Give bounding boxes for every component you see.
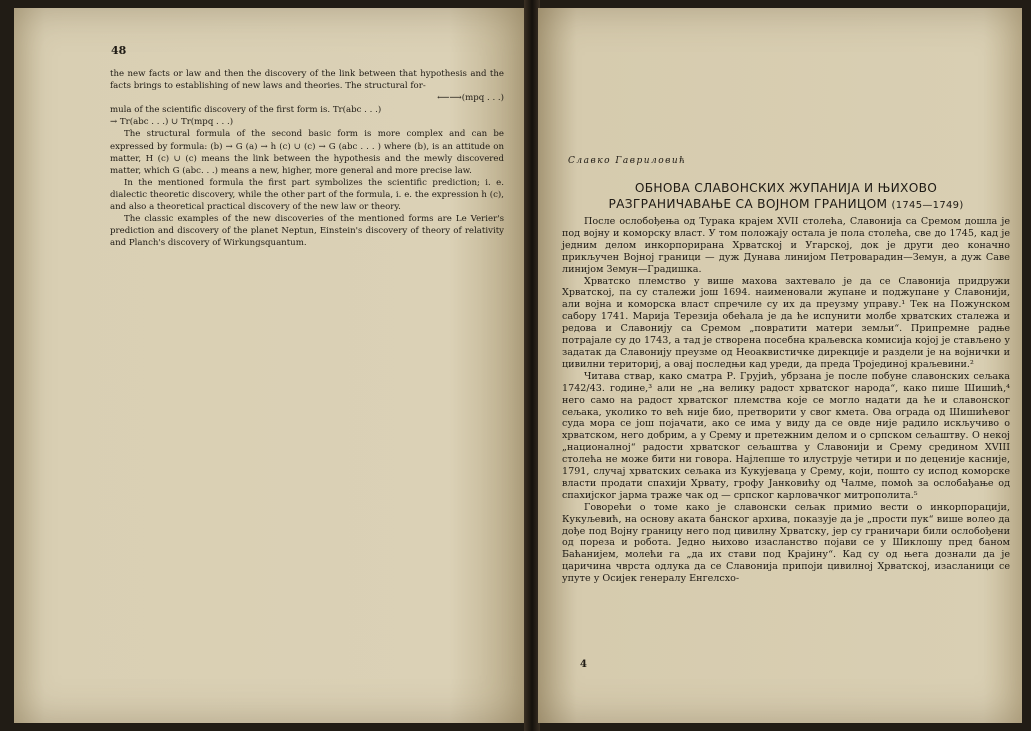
right-paragraph-3: Читава ствар, како сматра Р. Грујић, убрзана је после побуне славонских сељака 1742/43. године,³ али не „на велику радост хрватског народа“, како пише Шишић,⁴ него само на радост хрватског племства које се могло надати да ће и славонског сељака, уколико то већ није био, претворити у свог кмета. Ова ограда од Шишићевог суда мора се још појачати, ако се има у виду да се овде није радило искључиво о хрватском, него добрим, а у Срему и претежним делом и о српском сељаштву. О некој „националној“ радости хрватског сељаштва у Славонији и Срему средином XVIII столећа не може бити ни говора. Најлепше то илуструје четири и по деценије касније, 1791, случај хрватских сељака из Кукујеваца у Срему, који, пошто су испод коморске власти продати спахији Хрвату, грофу Јанковићу од Чалме, помоћ за ослобађање од спахијског јарма траже чак од — српског карловачког митрополита.⁵ — [562, 370, 1010, 501]
title-line-1: ОБНОВА СЛАВОНСКИХ ЖУПАНИЈА И ЊИХОВО — [634, 181, 938, 195]
right-page-body — [562, 216, 1010, 585]
author-name: Славко Гавриловић — [568, 156, 687, 166]
left-paragraph-3: → Tr(abc . . .) ∪ Tr(mpq . . .) — [110, 117, 234, 128]
right-page-number: 4 — [580, 659, 587, 670]
right-paragraph-1: После ослобођења од Турака крајем XVII столећа, Славонија са Сремом дошла је под војну и коморску власт. У том положају остала је пола столећа, све до 1745, кад је једним делом инкорпорирана Хрватској и Угарској, док је други део коначно прикључен Војној граници — дуж Дунава линијом Петроварадин—Земун, а дуж Саве линијом Земун—Градишка. — [562, 216, 1010, 275]
left-paragraph-4: The structural formula of the second basic form is more complex and can be expressed by formula: (b) → G (a) → h (c) ∪ (c) → G (abc . . . ) where (b), is an attitude on matter, H (c) ∪ (c) means the link between the hypothesis and the mewly discovered matter, which G (abc. . .) means a new, higher, more general and more precise law. — [110, 129, 504, 176]
right-page — [538, 8, 1022, 723]
left-paragraph-2: mula of the scientific discovery of the first form is. Tr(abc . . .) — [110, 105, 382, 116]
title-line-2 — [560, 196, 1012, 214]
left-paragraph-5: In the mentioned formula the first part symbolizes the scientific prediction; i. e. dialectic theoretic discovery, while the other part of the formula, i. e. the expression h (c), and also a theoretical practical discovery of the new law or theory. — [110, 177, 504, 213]
article-title — [560, 180, 1012, 214]
formula-arrow: ⟵⟶(mpq . . .) — [437, 93, 504, 104]
left-page-number: 48 — [111, 44, 127, 57]
left-page — [14, 8, 526, 723]
left-paragraph-6: The classic examples of the new discoveries of the mentioned forms are Le Verier's prediction and discovery of the planet Neptun, Einstein's discovery of theory of relativity and Planch's discovery of Wirkungsquantum. — [110, 214, 504, 249]
right-paragraph-4: Говорећи о томе како је славонски сељак примио вести о инкорпорацији, Кукуљевић, на основу аката банског архива, показује да је „прости пук“ више волео да дође под Војну границу него под цивилну Хрватску, јер су граничари били ослобођени од пореза и робота. Једно њихово изасланство појави се у Шиклошу пред баном Баћанијем, молећи га „да их стави под Крајину“. Кад су од њега дознали да је царичина чврста одлука да се Славонија припоји цивилној Хрватској, изасланици се упуте у Осијек генералу Енгелсхо- — [562, 501, 1010, 585]
left-page-body — [110, 68, 504, 249]
left-paragraph-1: the new facts or law and then the discovery of the link between that hypothesis and the facts brings to establishing of new laws and theories. The structural for- — [110, 69, 504, 92]
title-years: (1745—1749) — [891, 200, 964, 211]
right-paragraph-2: Хрватско племство у више махова захтевало је да се Славонија придружи Хрватској, па су сталежи још 1694. наименовали жупане и поджупане у Славонији, али војна и коморска власт спречиле су их да преузму управу.¹ Тек на Пожунском сабору 1741. Марија Терезија обећала је да ће испунити молбе хрватских сталежа и редова и Славонију са Сремом „повратити матери земљи“. Припремне радње потрајале су до 1743, а тад је створена посебна краљевска комисија којој је стављено у задатак да Славонију преузме од Неоаквистичке дирекције и раздели је на војнички и цивилни териториј, а овај последњи кад уреди, да преда Тројединој краљевини.² — [562, 275, 1010, 370]
title-line-2-text: РАЗГРАНИЧАВАЊЕ СА ВОЈНОМ ГРАНИЦОМ — [608, 197, 888, 211]
formula-arrow-label: (mpq . . .) — [461, 93, 504, 104]
